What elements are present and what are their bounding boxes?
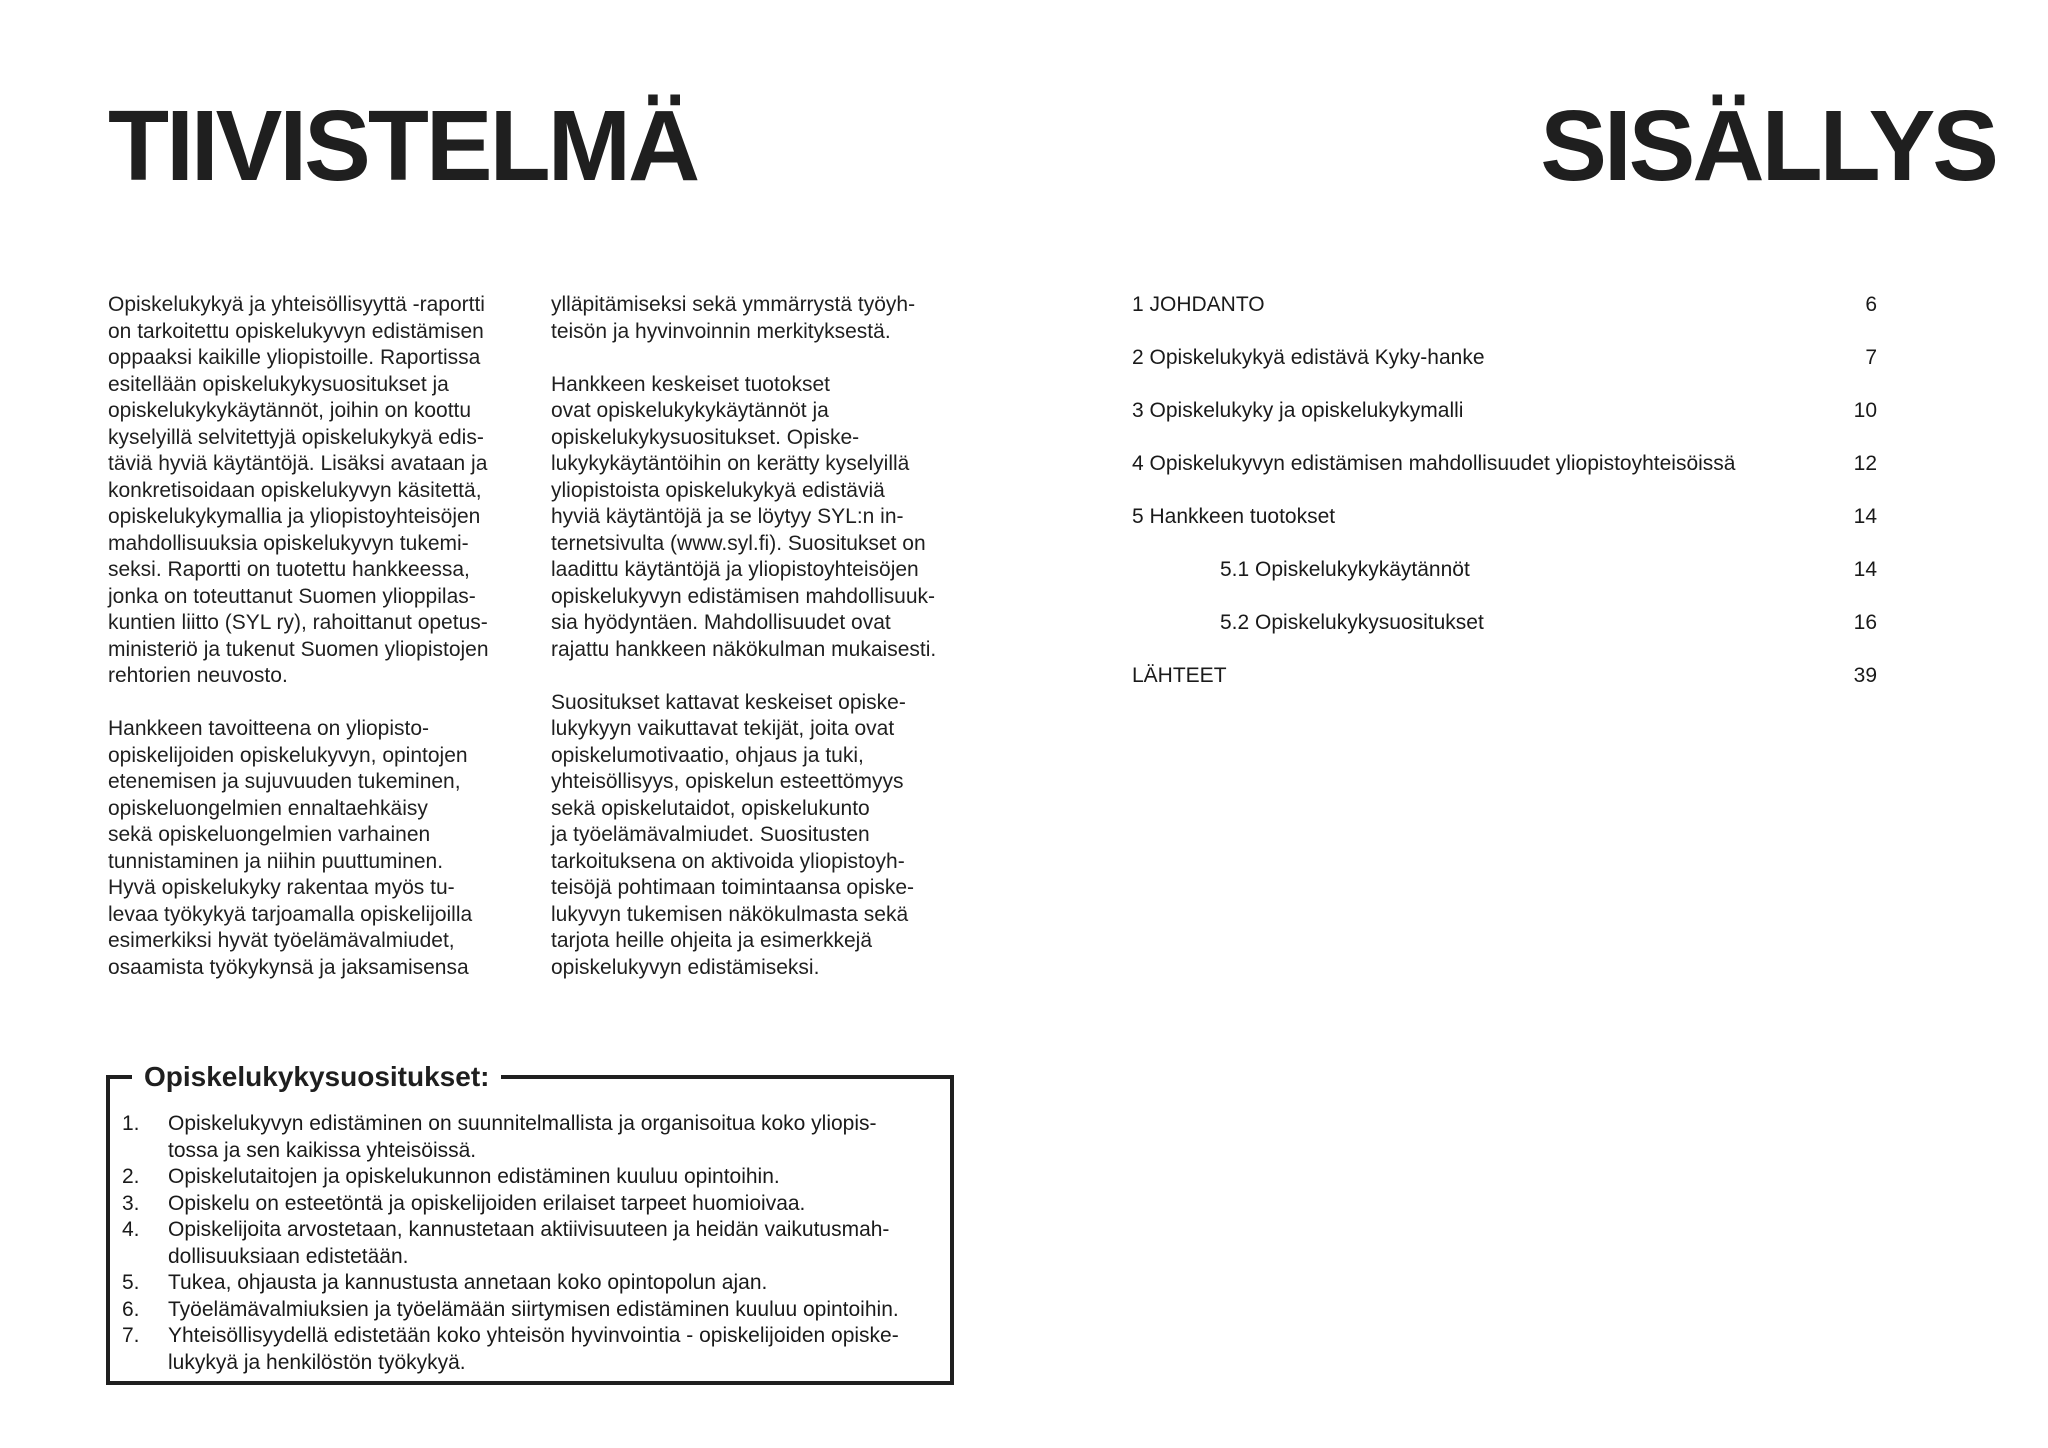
recommendation-item [122, 1164, 940, 1191]
recommendations-box [106, 1061, 954, 1385]
recommendation-item [122, 1217, 940, 1270]
summary-paragraph: ylläpitämiseksi sekä ymmärrystä työyh- teisön ja hyvinvoinnin merkityksestä. [551, 293, 916, 343]
contents-title: SISÄLLYS [1540, 90, 1996, 202]
recommendation-number: 6. [122, 1297, 140, 1321]
toc-entry-page: 39 [1853, 664, 1877, 687]
toc-entry-label: 5.2 Opiskelukykysuositukset [1220, 611, 1484, 634]
recommendation-item [122, 1270, 940, 1297]
toc-entry-page: 10 [1853, 399, 1877, 422]
recommendation-item [122, 1111, 940, 1164]
recommendation-text: Yhteisöllisyydellä edistetään koko yhteisön hyvinvointia - opiskelijoiden opiske- lukykyä ja henkilöstön työkykyä. [168, 1324, 899, 1374]
toc-subentry[interactable] [1132, 610, 1877, 663]
recommendation-text: Tukea, ohjausta ja kannustusta annetaan koko opintopolun ajan. [168, 1271, 768, 1294]
recommendation-text: Työelämävalmiuksien ja työelämään siirtymisen edistäminen kuuluu opintoihin. [168, 1297, 899, 1321]
recommendation-number: 1. [122, 1112, 140, 1135]
toc-entry-page: 12 [1853, 452, 1877, 475]
summary-paragraph: Opiskelukykyä ja yhteisöllisyyttä -raportti on tarkoitettu opiskelukyvyn edistämisen oppaaksi kaikille yliopistoille. Raportissa esitellään opiskelukykysuositukset ja opiskelukykykäytännöt, joihin on koottu kyselyillä selvitettyjä opiskelukykyä edis- täviä hyviä käytäntöjä. Lisäksi avataan ja konkretisoidaan opiskelukyvyn käsitettä, opiskelukykymallia ja yliopistoyhteisöjen mahdollisuuksia opiskelukyvyn tukemi- seksi. Raportti on tuotettu hankkeessa, jonka on toteuttanut Suomen ylioppilas- kuntien liitto (SYL ry), rahoittanut opetus- ministeriö ja tukenut Suomen yliopistojen rehtorien neuvosto. [108, 293, 489, 687]
recommendations-list [122, 1111, 940, 1376]
toc-entry[interactable] [1132, 504, 1877, 557]
toc-entry-page: 6 [1865, 293, 1877, 316]
toc-entry[interactable] [1132, 345, 1877, 398]
recommendation-number: 5. [122, 1271, 140, 1294]
toc-entry[interactable] [1132, 292, 1877, 345]
recommendation-item [122, 1297, 940, 1324]
recommendation-text: Opiskelu on esteetöntä ja opiskelijoiden erilaiset tarpeet huomioivaa. [168, 1191, 806, 1215]
recommendation-number: 7. [122, 1324, 140, 1347]
summary-column-2 [551, 292, 966, 1008]
recommendation-number: 3. [122, 1191, 140, 1215]
summary-paragraph: Suositukset kattavat keskeiset opiske- lukykyyn vaikuttavat tekijät, joita ovat opiskelumotivaatio, ohjaus ja tuki, yhteisöllisyys, opiskelun esteettömyys sekä opiskelutaidot, opiskelukunto ja työelämävalmiudet. Suositusten tarkoituksena on aktivoida yliopistoyh- teisöjä pohtimaan toimintaansa opiske- lukyvyn tukemisen näkökulmasta sekä tarjota heille ohjeita ja esimerkkejä opiskelukyvyn edistämiseksi. [551, 690, 915, 979]
recommendation-text: Opiskelijoita arvostetaan, kannustetaan aktiivisuuteen ja heidän vaikutusmah- dollisuuksiaan edistetään. [168, 1218, 890, 1268]
toc-entry-label: LÄHTEET [1132, 664, 1227, 687]
summary-column-1 [108, 292, 523, 1008]
summary-title: TIIVISTELMÄ [108, 90, 698, 202]
toc-entry-page: 14 [1853, 505, 1877, 528]
toc-entry[interactable] [1132, 398, 1877, 451]
recommendation-text: Opiskelutaitojen ja opiskelukunnon edistäminen kuuluu opintoihin. [168, 1165, 780, 1188]
recommendations-title: Opiskelukykysuositukset: [132, 1059, 501, 1095]
toc-entry-label: 1 JOHDANTO [1132, 293, 1265, 316]
toc-subentry[interactable] [1132, 557, 1877, 610]
toc-entry[interactable] [1132, 451, 1877, 504]
recommendation-item [122, 1191, 940, 1218]
toc-entry[interactable] [1132, 663, 1877, 716]
summary-paragraph: Hankkeen tavoitteena on yliopisto- opiskelijoiden opiskelukyvyn, opintojen etenemisen ja sujuvuuden tukeminen, opiskeluongelmien ennaltaehkäisy sekä opiskeluongelmien varhainen tunnistaminen ja niihin puuttuminen. Hyvä opiskelukyky rakentaa myös tu- levaa työkykyä tarjoamalla opiskelijoilla esimerkiksi hyvät työelämävalmiudet, osaamista työkykynsä ja jaksamisensa [108, 717, 473, 979]
right-page [1024, 0, 2048, 1448]
recommendation-item [122, 1323, 940, 1376]
toc-entry-label: 2 Opiskelukykyä edistävä Kyky-hanke [1132, 346, 1485, 369]
toc-entry-label: 5.1 Opiskelukykykäytännöt [1220, 558, 1470, 581]
toc-entry-label: 4 Opiskelukyvyn edistämisen mahdollisuudet yliopistoyhteisöissä [1132, 452, 1736, 475]
toc-entry-label: 5 Hankkeen tuotokset [1132, 505, 1336, 528]
recommendation-text: Opiskelukyvyn edistäminen on suunnitelmallista ja organisoitua koko yliopis- tossa ja sen kaikissa yhteisöissä. [168, 1112, 877, 1162]
recommendation-number: 2. [122, 1165, 140, 1188]
toc-entry-page: 16 [1853, 611, 1877, 634]
toc-entry-page: 14 [1853, 558, 1877, 581]
toc-entry-page: 7 [1865, 346, 1877, 369]
toc-entry-label: 3 Opiskelukyky ja opiskelukykymalli [1132, 399, 1464, 422]
summary-paragraph: Hankkeen keskeiset tuotokset ovat opiskelukykykäytännöt ja opiskelukykysuositukset. Opiske- lukykykäytäntöihin on kerätty kyselyillä yliopistoista opiskelukykyä edistäviä hyviä käytäntöjä ja se löytyy SYL:n in- ternetsivulta (www.syl.fi). Suositukset on laadittu käytäntöjä ja yliopistoyhteisöjen opiskelukyvyn edistämisen mahdollisuuk- sia hyödyntäen. Mahdollisuudet ovat rajattu hankkeen näkökulman mukaisesti. [551, 372, 937, 661]
table-of-contents [1132, 292, 1877, 716]
recommendation-number: 4. [122, 1218, 140, 1241]
